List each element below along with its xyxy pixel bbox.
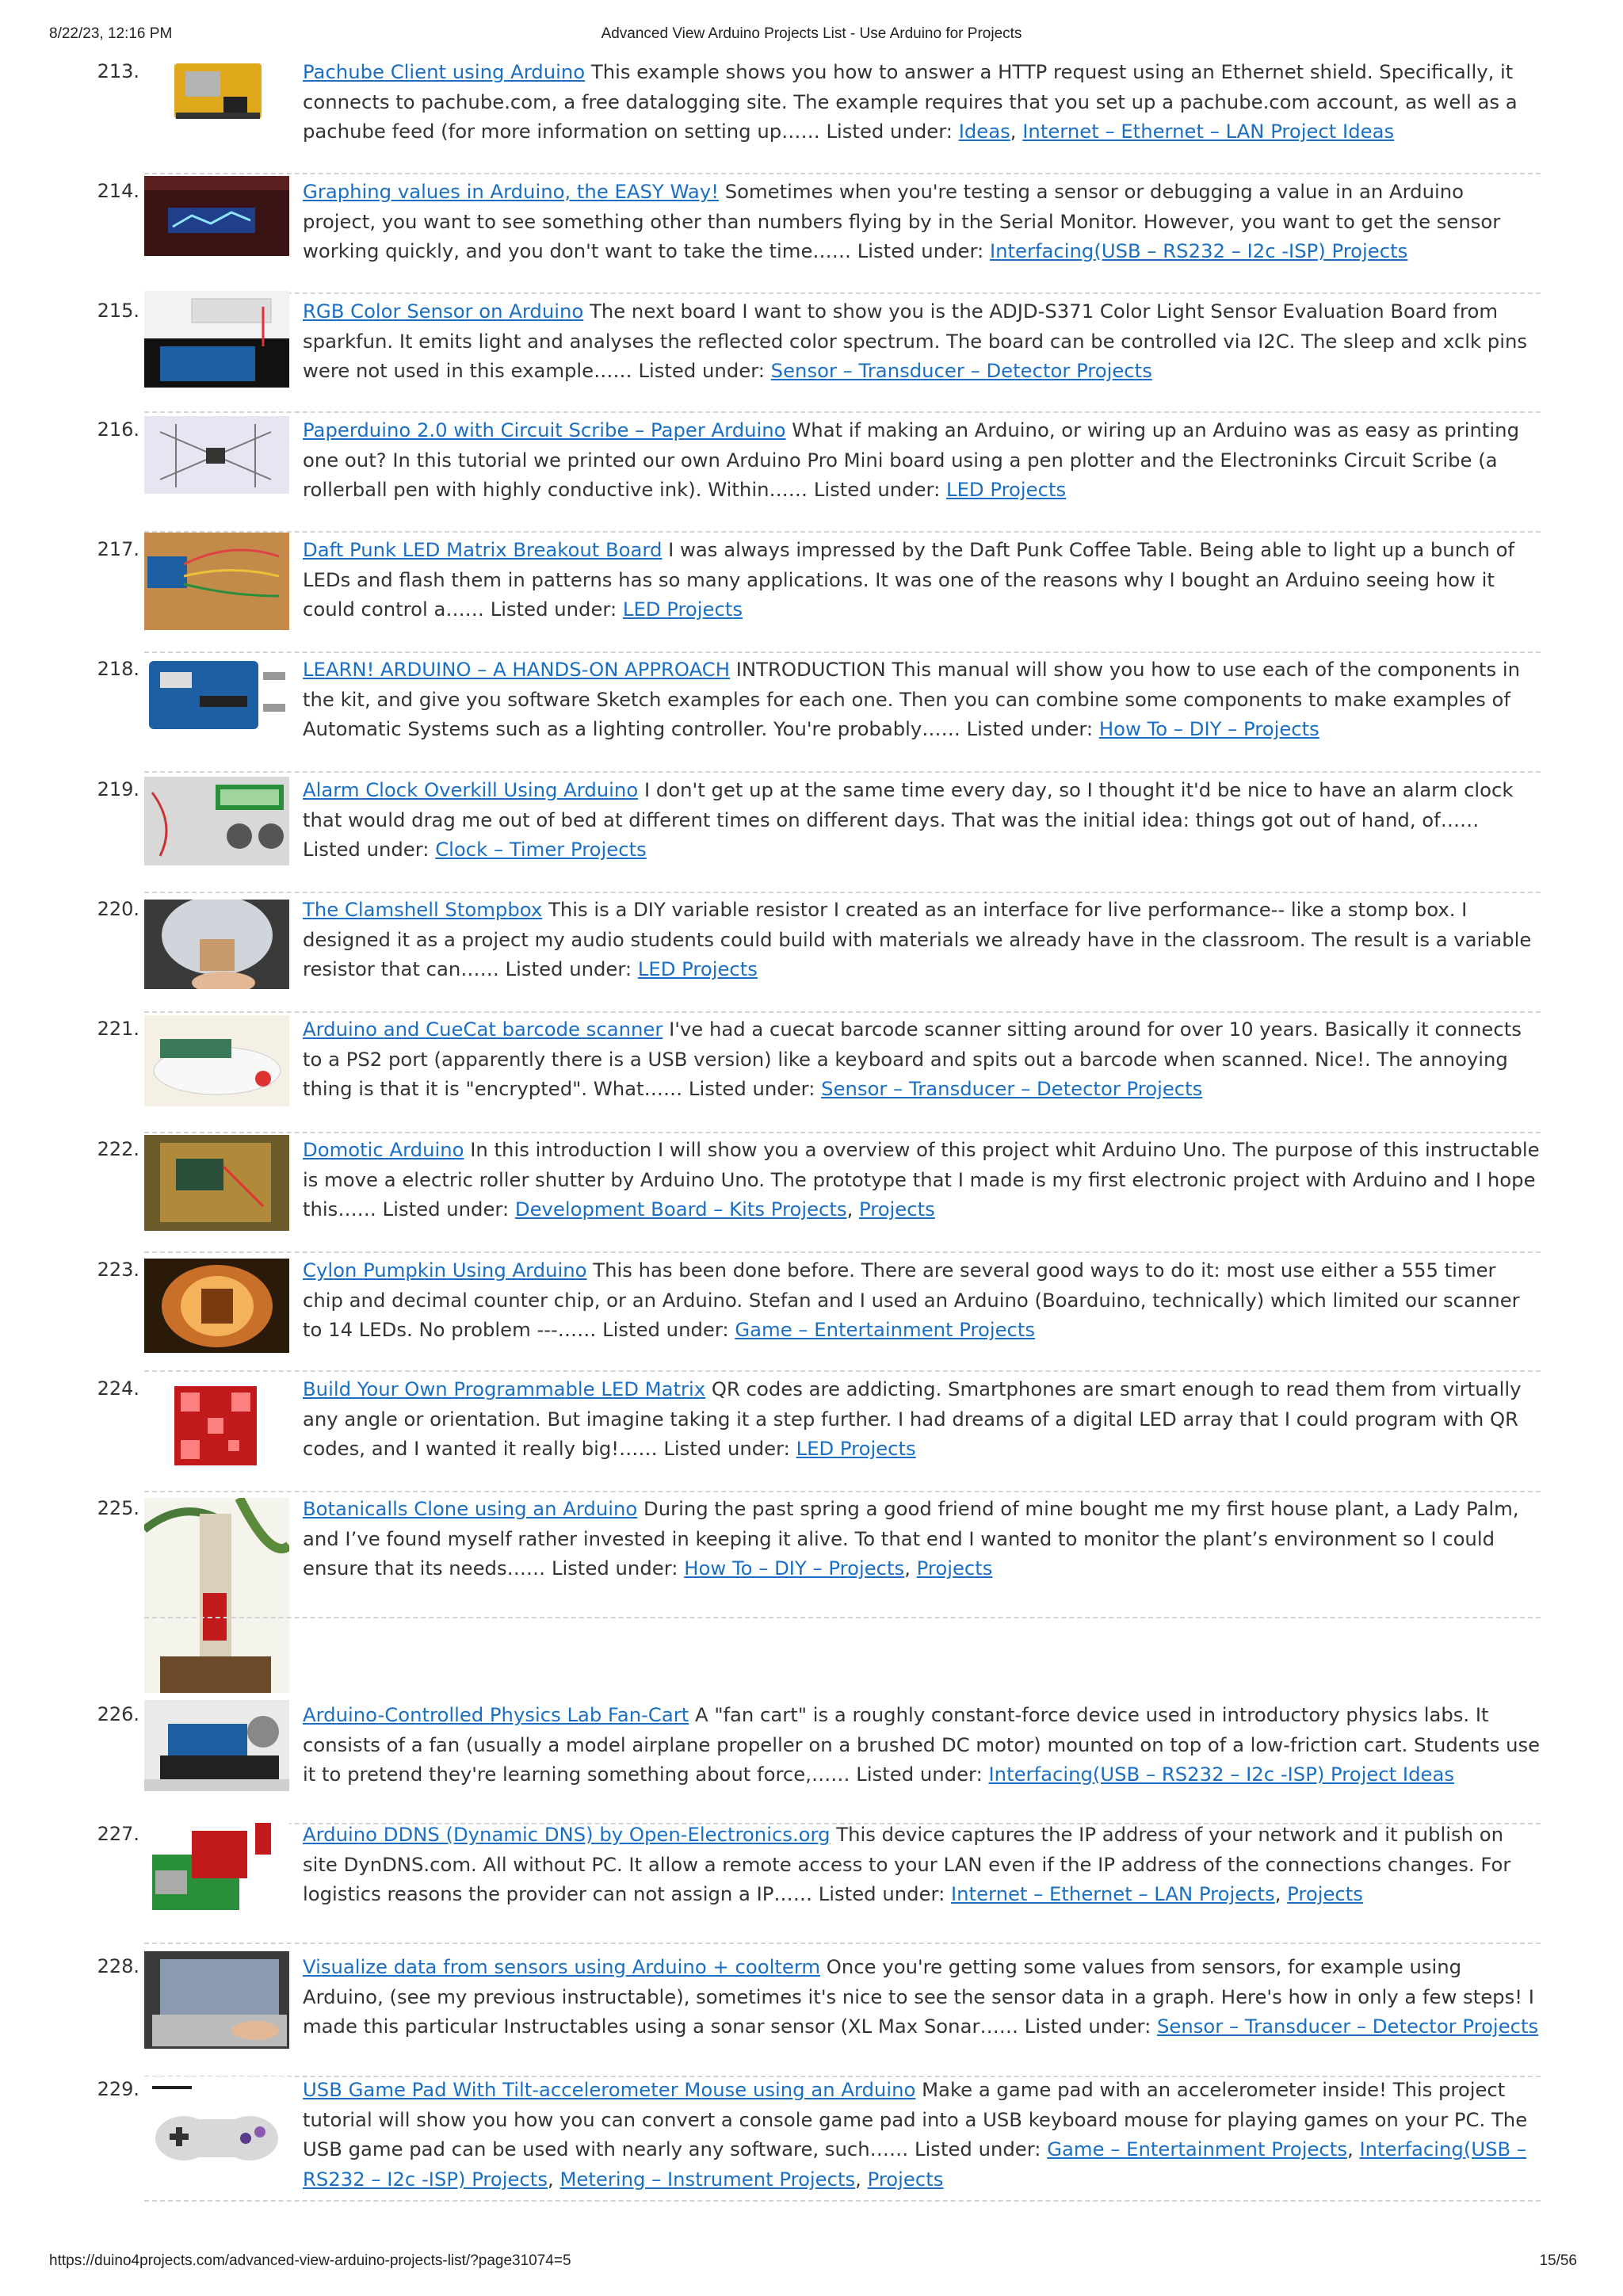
category-link[interactable]: Projects (867, 2167, 944, 2191)
listed-under-label: Listed under: (1024, 2015, 1151, 2038)
listed-under-label: Listed under: (638, 359, 765, 382)
listed-under-label: Listed under: (856, 1763, 983, 1786)
item-number: 228. (97, 1955, 139, 1977)
category-link[interactable]: Sensor – Transducer – Detector Projects (770, 359, 1152, 382)
item-divider (144, 771, 1541, 773)
project-title-link[interactable]: USB Game Pad With Tilt-accelerometer Mouse using an Arduino (303, 2078, 916, 2101)
item-divider (144, 2200, 1541, 2202)
project-description: During the past spring a good friend of mine bought me my first house plant, a Lady Palm, and I’ve found myself rather invested in keeping it alive. To that end I wanted to monitor the plant’s environment so I could ensure that its needs…… (303, 1497, 1519, 1580)
project-description: What if making an Arduino, or wiring up an Arduino was as easy as printing one out? In this tutorial we printed our own Arduino Pro Mini board using a pen plotter and the Electroninks Circuit Scribe (a rollerball pen with highly conductive ink). Within…… (303, 418, 1519, 501)
item-number: 213. (97, 60, 139, 82)
item-divider (144, 1491, 1541, 1492)
paper-circuit-image[interactable] (144, 416, 289, 494)
project-title-link[interactable]: Pachube Client using Arduino (303, 60, 586, 83)
item-text (303, 895, 1541, 984)
category-link[interactable]: Metering – Instrument Projects (559, 2167, 856, 2191)
listed-under-label: Listed under: (966, 717, 1094, 740)
project-description: I don't get up at the same time every day, so I thought it'd be nice to have an alarm clock that would drag me out of bed at different times on different days. That was the initial idea: things got out of hand, of…… (303, 778, 1514, 831)
project-title-link[interactable]: Paperduino 2.0 with Circuit Scribe – Paper Arduino (303, 418, 786, 441)
listed-under-label: Listed under: (818, 1882, 945, 1905)
breadboard-schematic-image[interactable] (144, 291, 289, 388)
item-divider (144, 411, 1541, 413)
category-link[interactable]: Internet – Ethernet – LAN Projects (950, 1882, 1275, 1905)
item-text (303, 1952, 1541, 2042)
item-text (303, 655, 1541, 744)
item-number: 225. (97, 1497, 139, 1519)
project-title-link[interactable]: LEARN! ARDUINO – A HANDS-ON APPROACH (303, 658, 731, 681)
item-number: 219. (97, 778, 139, 800)
item-number: 227. (97, 1823, 139, 1845)
project-description: A "fan cart" is a roughly constant-force device used in introductory physics labs. It consists of a fan (usually a model airplane propeller on a brushed DC motor) mounted on top of a low-friction cart. Students use it to pretend they're learning something about force,…… (303, 1703, 1541, 1786)
item-divider (144, 292, 1541, 294)
item-number: 218. (97, 658, 139, 680)
project-title-link[interactable]: Daft Punk LED Matrix Breakout Board (303, 538, 663, 561)
project-title-link[interactable]: Arduino and CueCat barcode scanner (303, 1018, 663, 1041)
project-title-link[interactable]: Cylon Pumpkin Using Arduino (303, 1259, 587, 1282)
item-text: Botanicalls Clone using an Arduino During the past spring a good friend of mine bought me my first house plant, a Lady Palm, and I’ve found myself rather invested in keeping it alive. To that end I wanted to monitor the plant’s environment so I could ensure that its needs…… Listed under: How To – DIY – Projects, Projects (303, 1497, 1519, 1580)
project-title-link[interactable]: Alarm Clock Overkill Using Arduino (303, 778, 639, 801)
category-link[interactable]: LED Projects (946, 478, 1067, 501)
lcd-graph-image[interactable] (144, 176, 289, 256)
item-text (303, 775, 1541, 865)
arduino-board-image[interactable] (144, 656, 289, 733)
project-title-link[interactable]: Domotic Arduino (303, 1138, 464, 1161)
item-text (303, 1255, 1541, 1345)
project-description: Sometimes when you're testing a sensor or debugging a value in an Arduino project, you want to see something other than numbers flying by in the Serial Monitor. However, you want to get the sensor working quickly, and you don't want to take the time…… (303, 180, 1501, 262)
item-text (303, 415, 1541, 505)
category-link[interactable]: Game – Entertainment Projects (1047, 2137, 1347, 2160)
listed-under-label: Listed under: (663, 1437, 790, 1460)
item-number: 226. (97, 1703, 139, 1725)
item-divider (144, 173, 1541, 174)
led-wiring-image[interactable] (144, 533, 289, 630)
item-divider (144, 1251, 1541, 1253)
category-link[interactable]: LED Projects (622, 598, 743, 621)
item-divider (144, 1011, 1541, 1013)
listed-under-label: Listed under: (382, 1198, 510, 1221)
project-title-link[interactable]: Visualize data from sensors using Arduino + coolterm (303, 1955, 821, 1978)
project-description: This is a DIY variable resistor I created as an interface for live performance-- like a stomp box. I designed it as a project my audio students could build with materials we already have in the classroom. The result is a variable resistor that can…… (303, 898, 1532, 980)
laptop-sensor-image[interactable] (144, 1951, 289, 2049)
category-link[interactable]: Projects (1287, 1882, 1363, 1905)
item-text: Pachube Client using Arduino This example shows you how to answer a HTTP request using an Ethernet shield. Specifically, it connects to pachube.com, a free datalogging site. The example requires that you set up a pachube.com account, as well as a pachube feed (for more information on setting up…… Listed under: Ideas, Internet – Ethernet – LAN Project Ideas (303, 60, 1518, 143)
project-title-link[interactable]: Build Your Own Programmable LED Matrix (303, 1377, 706, 1400)
listed-under-label: Listed under: (602, 1318, 729, 1341)
item-divider (144, 1132, 1541, 1133)
category-link[interactable]: Sensor – Transducer – Detector Projects (1157, 2015, 1539, 2038)
project-description: I've had a cuecat barcode scanner sitting around for over 10 years. Basically it connects to a PS2 port (apparently there is a USB version) like a keyboard and spits out a barcode when scanned. Nice!. The annoying thing is that it is "encrypted". What…… (303, 1018, 1522, 1100)
item-divider (144, 651, 1541, 653)
item-text (303, 296, 1541, 386)
item-text: USB Game Pad With Tilt-accelerometer Mouse using an Arduino Make a game pad with an accelerometer inside! This project tutorial will show you how you can convert a console game pad into a USB keyboard mouse for playing games on your PC. The USB game pad can be used with nearly any software, such…… Listed under: Game – Entertainment Projects, Interfacing(USB – RS232 – I2c -ISP) Projects, Metering – Instrument Projects, Projects (303, 2078, 1528, 2191)
plant-sensor-image[interactable] (144, 1498, 289, 1693)
listed-under-label: Listed under: (857, 239, 984, 262)
item-divider (144, 531, 1541, 533)
project-description: The next board I want to show you is the ADJD-S371 Color Light Sensor Evaluation Board from sparkfun. It emits light and analyses the reflected color spectrum. The board can be controlled via I2C. The sleep and xclk pins were not used in this example…… (303, 300, 1528, 382)
fan-cart-image[interactable] (144, 1700, 289, 1791)
item-number: 222. (97, 1138, 139, 1160)
print-header (0, 25, 1623, 49)
project-title-link[interactable]: Botanicalls Clone using an Arduino (303, 1497, 638, 1520)
domotic-box-image[interactable] (144, 1135, 289, 1231)
cuecat-scanner-image[interactable] (144, 1015, 289, 1106)
project-description: QR codes are addicting. Smartphones are smart enough to read them from virtually any angle or orientation. But imagine taking it a step further. I had dreams of a digital LED array that I could program with QR codes, and I wanted it really big!…… (303, 1377, 1522, 1460)
item-text: Domotic Arduino In this introduction I will show you a overview of this project whit Arduino Uno. The purpose of this instructable is move a electric roller shutter by Arduino Uno. The prototype that I made is my first electronic project with Arduino and I hope this…… Listed under: Development Board – Kits Projects, Projects (303, 1138, 1540, 1221)
item-divider (144, 1617, 1541, 1618)
item-text (303, 1700, 1541, 1790)
project-description: This has been done before. There are several good ways to do it: most use either a 555 timer chip and decimal counter chip, or an Arduino. Stefan and I used an Arduino (Boarduino, technically) which limited our scanner to 14 LEDs. No problem ---…… (303, 1259, 1520, 1341)
project-description: INTRODUCTION This manual will show you how to use each of the components in the kit, and give you software Sketch examples for each one. Then you can combine some components to make examples of Automatic Systems such as a lighting controller. You're probably…… (303, 658, 1521, 740)
project-title-link[interactable]: Graphing values in Arduino, the EASY Way! (303, 180, 719, 203)
project-title-link[interactable]: Arduino-Controlled Physics Lab Fan-Cart (303, 1703, 689, 1726)
game-pad-image[interactable] (144, 2076, 289, 2166)
item-number: 216. (97, 418, 139, 441)
listed-under-label: Listed under: (505, 957, 632, 980)
item-text: Arduino DDNS (Dynamic DNS) by Open-Electronics.org This device captures the IP address of your network and it publish on site DynDNS.com. All without PC. It allow a remote access to your LAN even if the IP address of the connections changes. For logistics reasons the provider can not assign a IP…… Listed under: Internet – Ethernet – LAN Projects, Projects (303, 1823, 1511, 1905)
print-page-title: Advanced View Arduino Projects List - Use Arduino for Projects (601, 25, 1022, 42)
item-number: 223. (97, 1259, 139, 1281)
category-link[interactable]: Ideas (958, 120, 1010, 143)
category-link[interactable]: LED Projects (637, 957, 758, 980)
project-description: This device captures the IP address of your network and it publish on site DynDNS.com. All without PC. It allow a remote access to your LAN even if the IP address of the connections changes. For logistics reasons the provider can not assign a IP…… (303, 1823, 1511, 1905)
project-description: In this introduction I will show you a overview of this project whit Arduino Uno. The purpose of this instructable is move a electric roller shutter by Arduino Uno. The prototype that I made is my first electronic project with Arduino and I hope this…… (303, 1138, 1540, 1221)
item-number: 229. (97, 2078, 139, 2100)
project-title-link[interactable]: Arduino DDNS (Dynamic DNS) by Open-Electronics.org (303, 1823, 831, 1846)
listed-under-label: Listed under: (813, 478, 941, 501)
project-description: This example shows you how to answer a HTTP request using an Ethernet shield. Specifically, it connects to pachube.com, a free datalogging site. The example requires that you set up a pachube.com account, as well as a pachube feed (for more information on setting up…… (303, 60, 1518, 143)
category-link[interactable]: Game – Entertainment Projects (735, 1318, 1036, 1341)
category-link[interactable]: Development Board – Kits Projects (514, 1198, 847, 1221)
category-link[interactable]: Sensor – Transducer – Detector Projects (821, 1077, 1203, 1100)
item-text (303, 1014, 1541, 1104)
item-number: 214. (97, 180, 139, 202)
project-description: I was always impressed by the Daft Punk Coffee Table. Being able to light up a bunch of LEDs and flash them in patterns has so many applications. It was one of the reasons why I bought an Arduino seeing how it could control a…… (303, 538, 1514, 621)
listed-under-label: Listed under: (490, 598, 617, 621)
item-number: 215. (97, 300, 139, 322)
category-link[interactable]: Interfacing(USB – RS232 – I2c -ISP) Projects (303, 2137, 1527, 2191)
item-number: 220. (97, 898, 139, 920)
category-link[interactable]: How To – DIY – Projects (684, 1557, 905, 1580)
print-datetime: 8/22/23, 12:16 PM (49, 25, 173, 42)
category-link[interactable]: Projects (859, 1198, 935, 1221)
listed-under-label: Listed under: (826, 120, 953, 143)
print-url: https://duino4projects.com/advanced-view-arduino-projects-list/?page31074=5 (49, 2252, 571, 2269)
category-link[interactable]: LED Projects (796, 1437, 916, 1460)
project-title-link[interactable]: RGB Color Sensor on Arduino (303, 300, 584, 323)
category-link[interactable]: Clock – Timer Projects (435, 838, 647, 861)
stompbox-image[interactable] (144, 900, 289, 989)
page-number: 15/56 (1539, 2252, 1577, 2269)
item-text (303, 535, 1539, 625)
category-link[interactable]: Projects (916, 1557, 993, 1580)
listed-under-label: Listed under: (915, 2137, 1041, 2160)
item-divider (144, 892, 1541, 893)
project-description: Make a game pad with an accelerometer inside! This project tutorial will show you how you can convert a console game pad into a USB keyboard mouse for playing games on your PC. The USB game pad can be used with nearly any software, such…… (303, 2078, 1528, 2160)
category-link[interactable]: Internet – Ethernet – LAN Project Ideas (1022, 120, 1395, 143)
item-text (303, 1374, 1541, 1464)
listed-under-label: Listed under: (551, 1557, 678, 1580)
item-number: 217. (97, 538, 139, 560)
project-description: Once you're getting some values from sensors, for example using Arduino, (see my previous instructable), sometimes it's nice to see the sensor data in a graph. Here's how in only a few steps! I made this particular Instructables using a sonar sensor (XL Max Sonar…… (303, 1955, 1534, 2038)
item-text (303, 177, 1541, 266)
item-divider (144, 1943, 1541, 1944)
item-divider (144, 1370, 1541, 1372)
qr-led-matrix-image[interactable] (144, 1378, 289, 1466)
item-number: 224. (97, 1377, 139, 1400)
ethernet-shield-image[interactable] (144, 57, 289, 125)
ddns-board-image[interactable] (144, 1823, 289, 1918)
print-footer (0, 2252, 1623, 2276)
category-link[interactable]: Interfacing(USB – RS232 – I2c -ISP) Projects (989, 239, 1408, 262)
alarm-clock-image[interactable] (144, 777, 289, 865)
category-link[interactable]: Interfacing(USB – RS232 – I2c -ISP) Project Ideas (988, 1763, 1454, 1786)
category-link[interactable]: How To – DIY – Projects (1098, 717, 1319, 740)
item-number: 221. (97, 1018, 139, 1040)
pumpkin-image[interactable] (144, 1259, 289, 1353)
project-title-link[interactable]: The Clamshell Stompbox (303, 898, 543, 921)
listed-under-label: Listed under: (303, 838, 430, 861)
listed-under-label: Listed under: (688, 1077, 815, 1100)
